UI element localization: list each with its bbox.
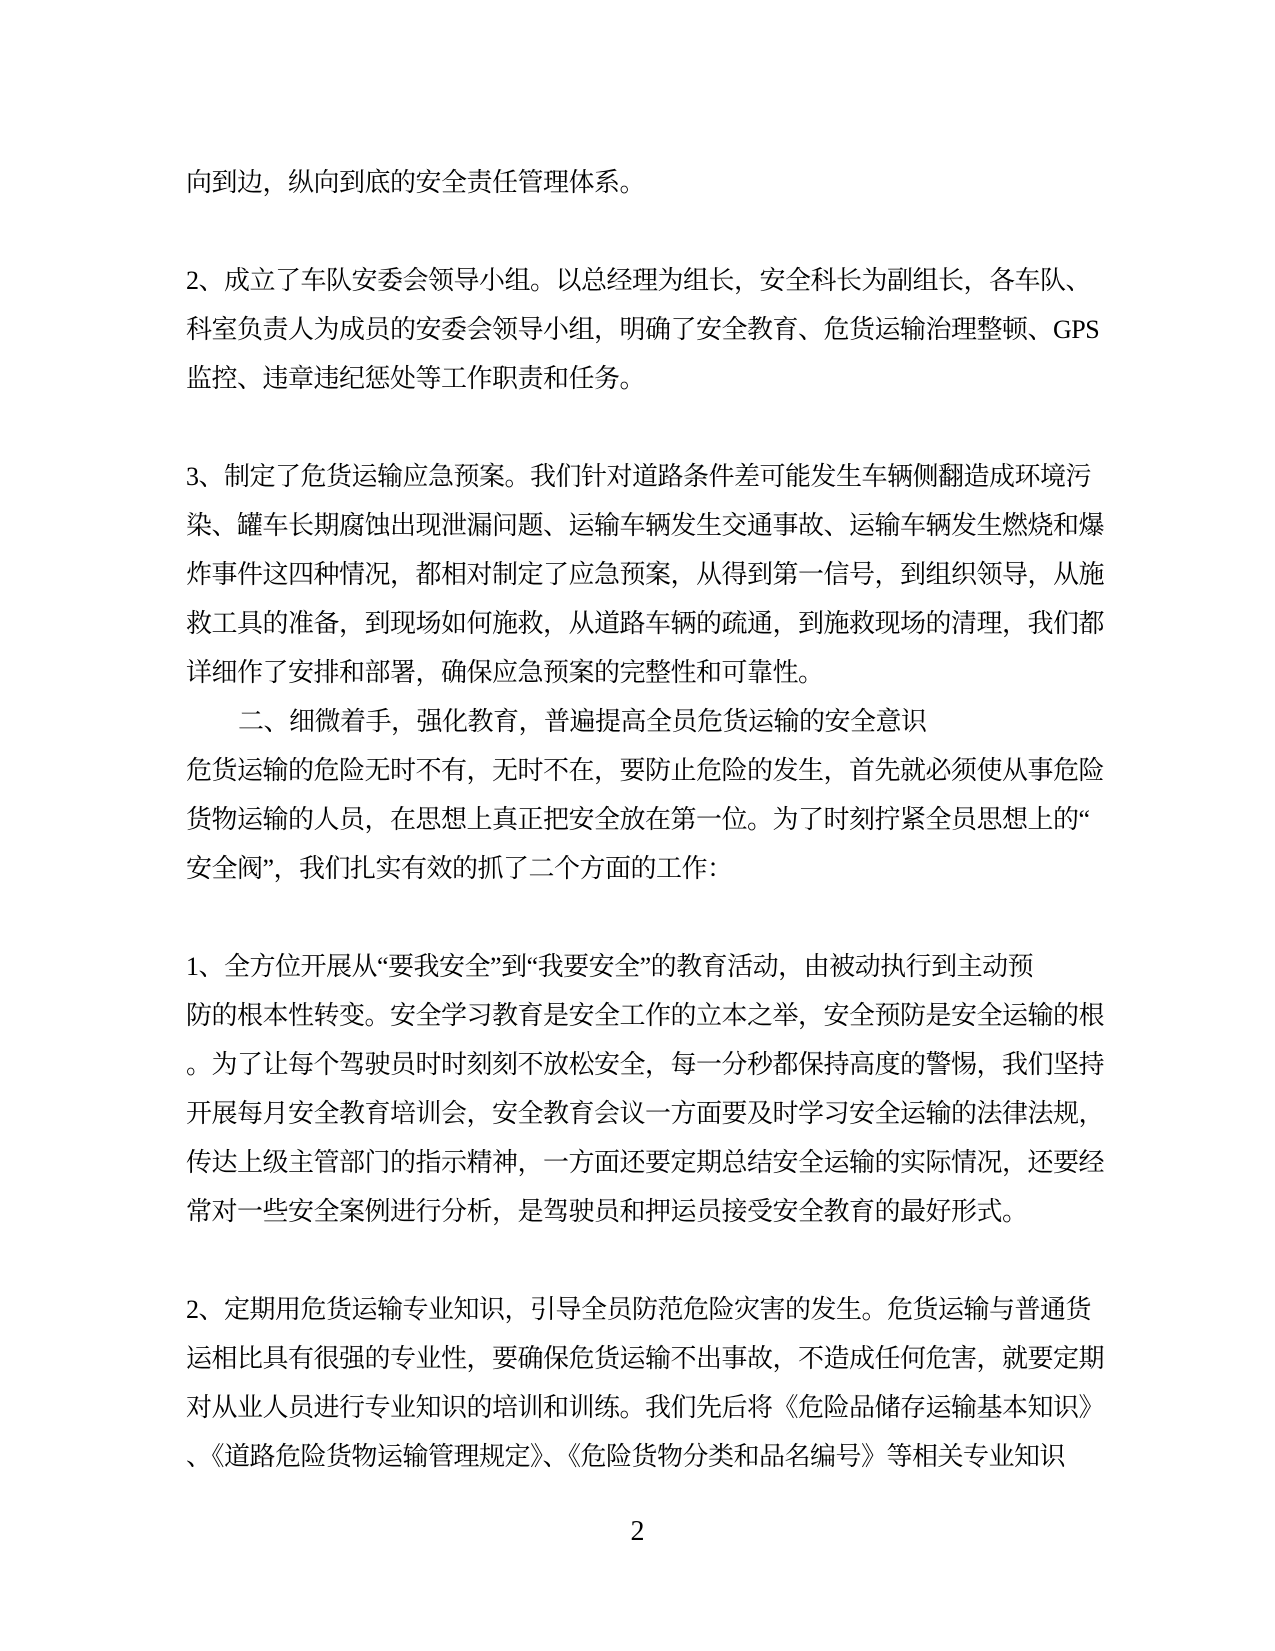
paragraph-body [186,746,1105,893]
text-line: 货物运输的人员，在思想上真正把安全放在第一位。为了时刻拧紧全员思想上的“ [186,805,1090,834]
text-line: 防的根本性转变。安全学习教育是安全工作的立本之举，安全预防是安全运输的根 [186,1001,1105,1030]
text-line: 对从业人员进行专业知识的培训和训练。我们先后将《危险品储存运输基本知识》 [186,1393,1105,1422]
paragraph-item-3 [186,452,1105,697]
section-heading [186,697,1088,746]
text-line: 科室负责人为成员的安委会领导小组，明确了安全教育、危货运输治理整顿、GPS [186,315,1100,344]
text-line: 危货运输的危险无时不有，无时不在，要防止危险的发生，首先就必须使从事危险 [186,756,1105,785]
text-line: 炸事件这四种情况，都相对制定了应急预案，从得到第一信号，到组织领导，从施 [186,560,1105,589]
text-line: 二、细微着手，强化教育，普遍提高全员危货运输的安全意识 [238,707,927,736]
document-body [186,158,1105,1481]
text-line: 监控、违章违纪惩处等工作职责和任务。 [186,364,646,393]
text-line: 2、成立了车队安委会领导小组。以总经理为组长，安全科长为副组长，各车队、 [186,266,1092,295]
text-line: 3、制定了危货运输应急预案。我们针对道路条件差可能发生车辆侧翻造成环境污 [186,462,1092,491]
text-line: 。为了让每个驾驶员时时刻刻不放松安全，每一分秒都保持高度的警惕，我们坚持 [186,1050,1105,1079]
text-line: 开展每月安全教育培训会，安全教育会议一方面要及时学习安全运输的法律法规， [186,1099,1105,1128]
text-line: 染、罐车长期腐蚀出现泄漏问题、运输车辆发生交通事故、运输车辆发生燃烧和爆 [186,511,1105,540]
text-line: 1、全方位开展从“要我安全”到“我要安全”的教育活动，由被动执行到主动预 [186,952,1034,981]
text-line: 安全阀”，我们扎实有效的抓了二个方面的工作： [186,854,733,883]
text-line: 救工具的准备，到现场如何施救，从道路车辆的疏通，到施救现场的清理，我们都 [186,609,1105,638]
text-line: 常对一些安全案例进行分析，是驾驶员和押运员接受安全教育的最好形式。 [186,1197,1028,1226]
text-line: 详细作了安排和部署，确保应急预案的完整性和可靠性。 [186,658,824,687]
text-line: 运相比具有很强的专业性，要确保危货运输不出事故，不造成任何危害，就要定期 [186,1344,1105,1373]
text-line: 传达上级主管部门的指示精神，一方面还要定期总结安全运输的实际情况，还要经 [186,1148,1105,1177]
text-line: 向到边，纵向到底的安全责任管理体系。 [186,168,646,197]
paragraph-item-2b [186,1285,1105,1481]
paragraph-item-2 [186,256,1100,403]
paragraph-item-1 [186,942,1105,1236]
page-number: 2 [630,1516,645,1547]
paragraph-continuation [186,158,1088,207]
text-line: 2、定期用危货运输专业知识，引导全员防范危险灾害的发生。危货运输与普通货 [186,1295,1092,1324]
text-line: 、《道路危险货物运输管理规定》、《危险货物分类和品名编号》等相关专业知识 [186,1442,1066,1471]
